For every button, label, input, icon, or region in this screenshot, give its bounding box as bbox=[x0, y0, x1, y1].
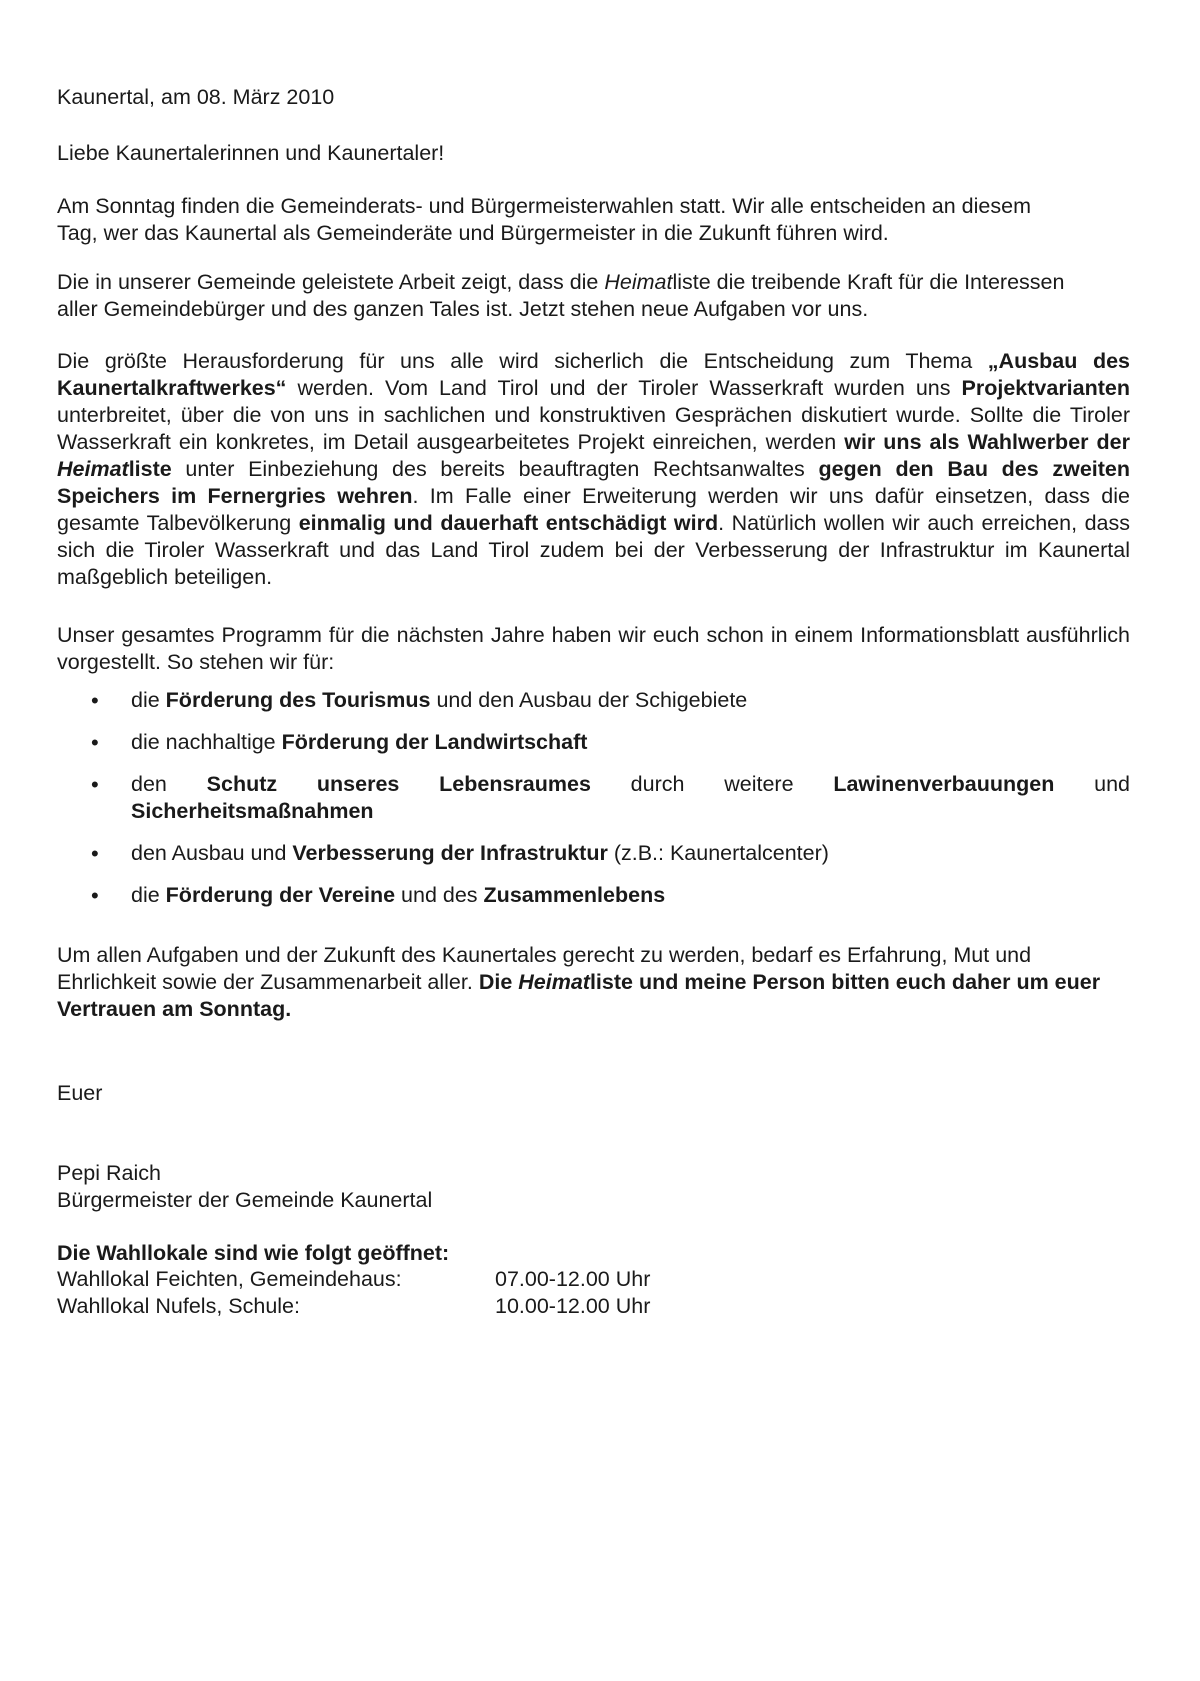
list-item: • die nachhaltige Förderung der Landwirtschaft bbox=[57, 729, 1130, 756]
closing-word: Euer bbox=[57, 1081, 103, 1105]
paragraph-program: Unser gesamtes Programm für die nächsten Jahre haben wir euch schon in einem Informationsblatt ausführlich vorgestellt. So stehen wir für: bbox=[57, 623, 1130, 674]
paragraph-power-plant: Die größte Herausforderung für uns alle wird sicherlich die Entscheidung zum Thema „Ausbau des Kaunertalkraftwerkes“ werden. Vom Land Tirol und der Tiroler Wasserkraft wurden uns Projektvarianten unterbreitet, über die von uns in sachlichen und konstruktiven Gesprächen diskutiert wurde. Sollte die Tiroler Wasserkraft ein konkretes, im Detail ausgearbeitetes Projekt einreichen, werden wir uns als Wahlwerber der Heimatliste unter Einbeziehung des bereits beauftragten Rechtsanwaltes gegen den Bau des zweiten Speichers im Fernergries wehren. Im Falle einer Erweiterung werden wir uns dafür einsetzen, dass die gesamte Talbevölkerung einmalig und dauerhaft entschädigt wird. Natürlich wollen wir auch erreichen, dass sich die Tiroler Wasserkraft und das Land Tirol zudem bei der Verbesserung der Infrastruktur im Kaunertal maßgeblich beteiligen. bbox=[57, 349, 1130, 589]
list-item: • die Förderung des Tourismus und den Ausbau der Schigebiete bbox=[57, 687, 1130, 714]
paragraph-work: Die in unserer Gemeinde geleistete Arbeit zeigt, dass die Heimatliste die treibende Kraft für die Interessen aller Gemeindebürger und des ganzen Tales ist. Jetzt stehen neue Aufgaben vor uns. bbox=[57, 270, 1065, 321]
polling-row bbox=[57, 1293, 1130, 1320]
polling-place: Wahllokal Feichten, Gemeindehaus: bbox=[57, 1267, 402, 1291]
polling-time: 07.00-12.00 Uhr bbox=[495, 1267, 651, 1291]
signature-title: Bürgermeister der Gemeinde Kaunertal bbox=[57, 1188, 433, 1212]
polling-heading: Die Wahllokale sind wie folgt geöffnet: bbox=[57, 1241, 450, 1265]
date-line: Kaunertal, am 08. März 2010 bbox=[57, 85, 335, 109]
program-list bbox=[57, 687, 1130, 924]
list-item: • den Schutz unseres Lebensraumes durch weitere Lawinenverbauungen und Sicherheitsmaßnahmen bbox=[57, 771, 1130, 825]
paragraph-closing-appeal: Um allen Aufgaben und der Zukunft des Kaunertales gerecht zu werden, bedarf es Erfahrung, Mut und Ehrlichkeit sowie der Zusammenarbeit aller. Die Heimatliste und meine Person bitten euch daher um euer Vertrauen am Sonntag. bbox=[57, 943, 1101, 1021]
polling-place: Wahllokal Nufels, Schule: bbox=[57, 1294, 300, 1318]
heimat-italic: Heimat bbox=[604, 270, 673, 294]
polling-row bbox=[57, 1266, 1130, 1293]
signature-name: Pepi Raich bbox=[57, 1161, 161, 1185]
greeting: Liebe Kaunertalerinnen und Kaunertaler! bbox=[57, 141, 445, 165]
paragraph-election: Am Sonntag finden die Gemeinderats- und Bürgermeisterwahlen statt. Wir alle entscheiden an diesem Tag, wer das Kaunertal als Gemeinderäte und Bürgermeister in die Zukunft führen wird. bbox=[57, 194, 1031, 245]
list-item: • die Förderung der Vereine und des Zusammenlebens bbox=[57, 882, 1130, 909]
list-item: • den Ausbau und Verbesserung der Infrastruktur (z.B.: Kaunertalcenter) bbox=[57, 840, 1130, 867]
polling-time: 10.00-12.00 Uhr bbox=[495, 1294, 651, 1318]
